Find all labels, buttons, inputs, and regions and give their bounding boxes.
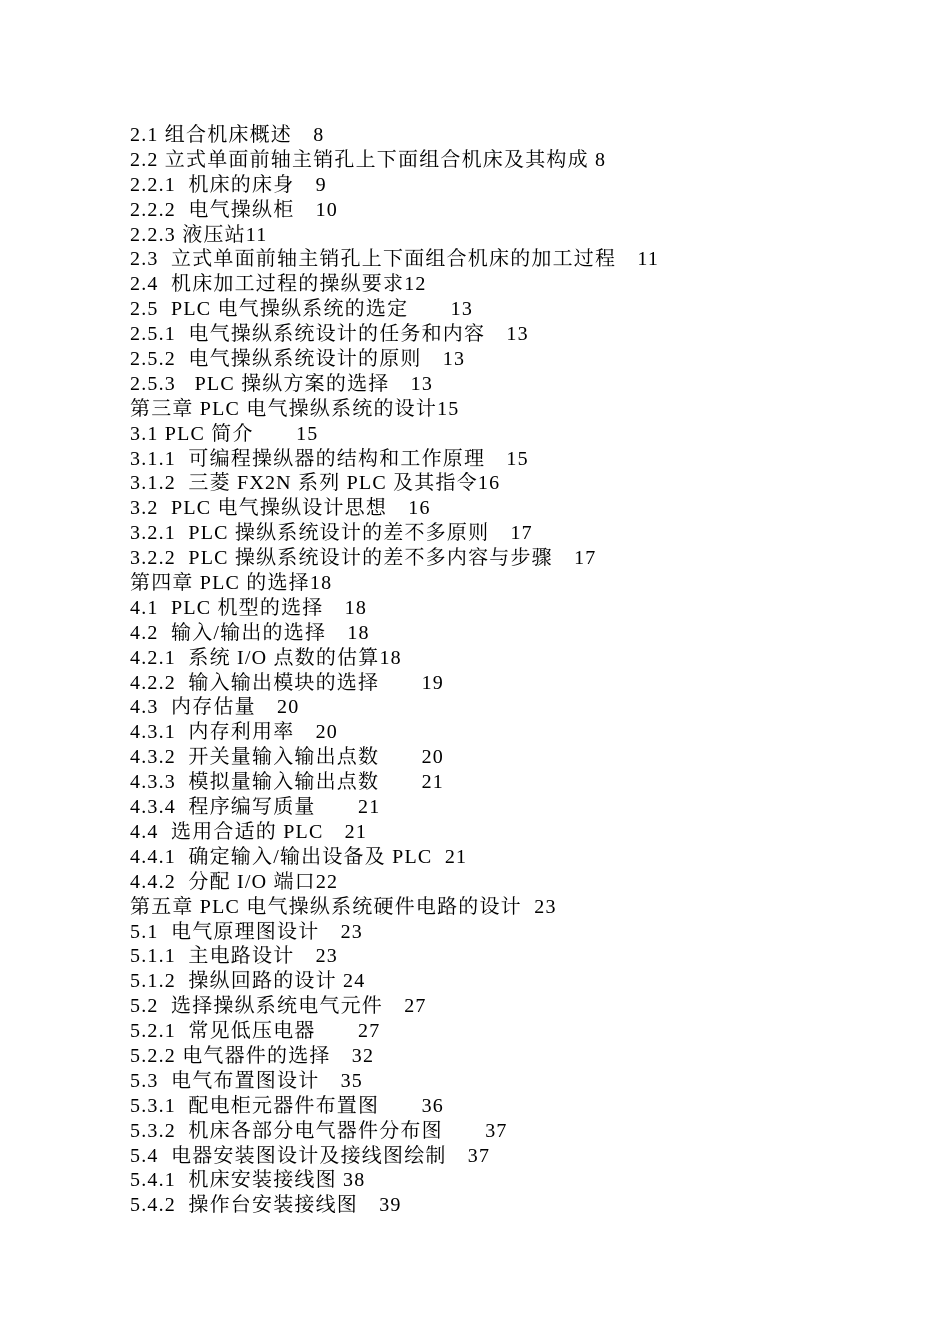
toc-entry: 4.3.3 模拟量输入输出点数 21 bbox=[130, 771, 444, 794]
toc-entry: 5.3.1 配电柜元器件布置图 36 bbox=[130, 1094, 444, 1117]
toc-entry: 2.3 立式单面前轴主销孔上下面组合机床的加工过程 11 bbox=[130, 248, 660, 271]
toc-entry: 4.3.2 开关量输入输出点数 20 bbox=[130, 746, 444, 769]
toc-entry: 2.5.2 电气操纵系统设计的原则 13 bbox=[130, 348, 466, 371]
toc-entry: 5.4 电器安装图设计及接线图绘制 37 bbox=[130, 1144, 491, 1167]
toc-entry: 第五章 PLC 电气操纵系统硬件电路的设计 23 bbox=[130, 895, 557, 918]
toc-entry: 2.1 组合机床概述 8 bbox=[130, 124, 325, 146]
toc-entry: 4.2.2 输入输出模块的选择 19 bbox=[130, 671, 444, 694]
toc-entry: 4.2 输入/输出的选择 18 bbox=[130, 621, 370, 644]
toc-entry: 3.2.2 PLC 操纵系统设计的差不多内容与步骤 17 bbox=[130, 547, 597, 570]
toc-entry: 2.5.1 电气操纵系统设计的任务和内容 13 bbox=[130, 323, 529, 346]
toc-entry: 第三章 PLC 电气操纵系统的设计15 bbox=[130, 397, 460, 420]
toc-entry: 4.3.4 程序编写质量 21 bbox=[130, 796, 381, 819]
toc-entry: 3.1 PLC 简介 15 bbox=[130, 422, 319, 445]
toc-entry: 2.2 立式单面前轴主销孔上下面组合机床及其构成 8 bbox=[130, 148, 607, 171]
toc-entry: 5.2.1 常见低压电器 27 bbox=[130, 1020, 381, 1043]
toc-entry: 5.1 电气原理图设计 23 bbox=[130, 920, 363, 943]
toc-entry: 4.4 选用合适的 PLC 21 bbox=[130, 820, 368, 843]
toc-entry: 4.2.1 系统 I/O 点数的估算18 bbox=[130, 646, 402, 669]
toc-entry: 2.2.2 电气操纵柜 10 bbox=[130, 198, 338, 221]
toc-entry: 3.1.1 可编程操纵器的结构和工作原理 15 bbox=[130, 447, 529, 470]
toc-entry: 4.3.1 内存利用率 20 bbox=[130, 721, 338, 744]
toc-entry: 4.4.1 确定输入/输出设备及 PLC 21 bbox=[130, 845, 468, 868]
toc-entry: 2.2.1 机床的床身 9 bbox=[130, 173, 327, 196]
toc-entry: 5.1.1 主电路设计 23 bbox=[130, 945, 338, 968]
toc-entry: 5.3 电气布置图设计 35 bbox=[130, 1069, 363, 1092]
toc-entry: 第四章 PLC 的选择18 bbox=[130, 572, 333, 595]
toc-entry: 3.1.2 三菱 FX2N 系列 PLC 及其指令16 bbox=[130, 472, 501, 495]
toc-entry: 5.2 选择操纵系统电气元件 27 bbox=[130, 995, 427, 1018]
table-of-contents bbox=[130, 123, 890, 1218]
toc-entry: 3.2 PLC 电气操纵设计思想 16 bbox=[130, 497, 431, 520]
toc-entry: 4.4.2 分配 I/O 端口22 bbox=[130, 870, 339, 893]
toc-entry: 5.4.2 操作台安装接线图 39 bbox=[130, 1194, 402, 1217]
toc-entry: 5.2.2 电气器件的选择 32 bbox=[130, 1044, 375, 1067]
toc-entry: 3.2.1 PLC 操纵系统设计的差不多原则 17 bbox=[130, 522, 533, 545]
toc-entry: 2.4 机床加工过程的操纵要求12 bbox=[130, 273, 427, 296]
toc-entry: 2.2.3 液压站11 bbox=[130, 223, 268, 246]
toc-entry: 4.3 内存估量 20 bbox=[130, 696, 300, 719]
toc-entry: 5.4.1 机床安装接线图 38 bbox=[130, 1169, 366, 1192]
toc-entry: 2.5 PLC 电气操纵系统的选定 13 bbox=[130, 298, 474, 321]
toc-entry: 4.1 PLC 机型的选择 18 bbox=[130, 596, 368, 619]
toc-entry: 2.5.3 PLC 操纵方案的选择 13 bbox=[130, 372, 434, 395]
toc-entry: 5.1.2 操纵回路的设计 24 bbox=[130, 970, 366, 993]
toc-entry: 5.3.2 机床各部分电气器件分布图 37 bbox=[130, 1119, 508, 1142]
